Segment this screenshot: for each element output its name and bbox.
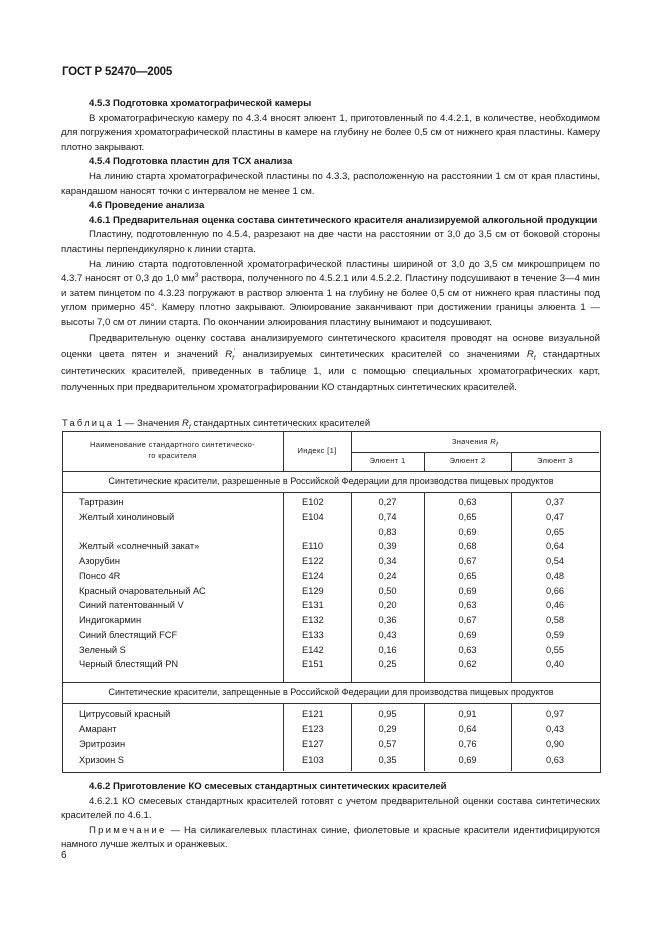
row-rf-eluent-1: 0,36 — [378, 615, 397, 625]
note-text: — На силикагелевых пластинах синие, фиолетовые и красные красители идентифицируются намного лучше желтых и оранжевых. — [61, 824, 600, 851]
note-paragraph — [61, 824, 600, 853]
caption-rf-sub: f — [188, 423, 191, 431]
caption-rf: R — [182, 417, 189, 428]
table-hline-group1 — [62, 492, 600, 493]
header-values-rf: R — [490, 437, 497, 446]
paragraph-4-6-1-a: Пластину, подготовленную по 4.5.4, разрезают на две части на расстоянии от 3,0 до 3,5 см от боковой стороны пластины перпендикулярно к линии старта. — [61, 229, 600, 255]
row-dye-index: Е132 — [302, 615, 324, 625]
row-rf-eluent-1: 0,16 — [378, 644, 397, 655]
row-rf-eluent-1: 0,24 — [378, 570, 397, 581]
row-rf-eluent-1: 0,83 — [378, 526, 397, 537]
heading-4-5-4: 4.5.4 Подготовка пластин для ТСХ анализа — [89, 156, 293, 168]
row-rf-eluent-1: 0,27 — [378, 497, 397, 507]
row-rf-eluent-3: 0,90 — [545, 739, 565, 750]
upper-text-block — [61, 97, 600, 397]
table-hline-subheader — [351, 452, 599, 453]
row-dye-name: Зеленый S — [79, 644, 126, 655]
row-rf-eluent-1: 0,34 — [378, 556, 397, 566]
row-dye-name: Эритрозин — [79, 739, 126, 750]
rf-symbol: R — [225, 349, 233, 361]
row-rf-eluent-3: 0,54 — [545, 556, 565, 566]
table-caption — [62, 417, 371, 431]
row-dye-index: Е122 — [302, 556, 324, 566]
rf-symbol-2: R — [526, 349, 534, 361]
p3-text-a: Предварительную оценку состава анализируемого синтетического красителя проводят на основе визуальной оценки цвета пятен и значений — [61, 332, 600, 361]
row-rf-eluent-2: 0,65 — [458, 511, 477, 522]
row-rf-eluent-3: 0,46 — [545, 600, 565, 611]
row-rf-eluent-2: 0,76 — [458, 739, 477, 750]
table-vline-1-body2 — [283, 703, 284, 771]
row-rf-eluent-2: 0,67 — [458, 556, 477, 566]
row-rf-eluent-1: 0,39 — [378, 541, 397, 552]
row-dye-name: Синий блестящий FCF — [79, 629, 178, 640]
row-rf-eluent-3: 0,66 — [545, 585, 565, 596]
paragraph-4-6-1-c — [61, 331, 600, 397]
row-rf-eluent-3: 0,48 — [545, 570, 565, 581]
row-rf-eluent-3: 0,97 — [545, 709, 565, 719]
table-vline-1-body1 — [283, 492, 284, 682]
row-dye-index: Е110 — [302, 541, 324, 552]
p2-superscript: 3 — [194, 271, 199, 279]
row-dye-name: Тартразин — [79, 497, 124, 507]
rf-prime: ′ — [233, 347, 236, 355]
row-dye-name: Хризоин S — [79, 754, 125, 765]
row-dye-name: Красный очаровательный АС — [79, 585, 206, 596]
lower-text-block — [61, 780, 600, 853]
row-rf-eluent-1: 0,50 — [378, 585, 397, 596]
row-dye-name: Понсо 4R — [79, 570, 121, 581]
header-name-line-1: Наименование стандартного синтетическо- — [89, 440, 256, 449]
rf-subscript-2: f — [533, 355, 536, 362]
row-dye-name: Индигокармин — [79, 615, 142, 625]
row-dye-index: Е103 — [302, 754, 324, 765]
row-dye-index: Е133 — [302, 629, 324, 640]
row-dye-name: Синий патентованный V — [79, 600, 184, 611]
row-dye-index: Е123 — [302, 724, 324, 735]
p3-text-c: стандартных синтетических красителей, приведенных в таблице 1, или с помощью специальных хроматографических карт, полученных при предварительном хроматографировании КО стандартных синтетических красителей. — [61, 349, 601, 394]
row-rf-eluent-1: 0,95 — [378, 709, 397, 719]
row-rf-eluent-3: 0,59 — [545, 629, 565, 640]
paragraph-4-5-3: В хроматографическую камеру по 4.3.4 вносят элюент 1, приготовленный по 4.4.2.1, в количестве, необходимом для погружения хроматографической пластины в камере на глубину не более 0,5 см от нижнего края пластины. Камеру плотно закрывают. — [61, 112, 600, 153]
row-rf-eluent-1: 0,74 — [378, 511, 397, 522]
row-rf-eluent-1: 0,43 — [378, 629, 397, 640]
group-prohibited-heading: Синтетические красители, запрещенные в Российской Федерации для производства пищевых продуктов — [108, 687, 554, 697]
header-name-cell — [62, 440, 283, 461]
row-rf-eluent-3: 0,55 — [545, 644, 565, 655]
heading-4-6: 4.6 Проведение анализа — [89, 200, 205, 212]
paragraph-4-6-1-b — [61, 258, 600, 331]
table-hline-group2-top — [62, 682, 600, 683]
row-rf-eluent-1: 0,35 — [378, 754, 397, 765]
row-rf-eluent-2: 0,67 — [458, 615, 477, 625]
row-rf-eluent-2: 0,63 — [458, 497, 477, 507]
row-rf-eluent-2: 0,69 — [458, 585, 477, 596]
row-rf-eluent-3: 0,43 — [545, 724, 565, 735]
table-hline-header — [62, 471, 600, 472]
row-dye-name: Желтый «солнечный закат» — [79, 541, 200, 552]
row-rf-eluent-2: 0,63 — [458, 644, 477, 655]
header-values-label: Значения — [451, 437, 488, 446]
row-rf-eluent-2: 0,63 — [458, 600, 477, 611]
row-dye-index: Е142 — [302, 644, 324, 655]
row-dye-index: Е102 — [302, 497, 324, 507]
heading-4-5-3: 4.5.3 Подготовка хроматографической камеры — [89, 98, 312, 109]
row-dye-name: Черный блестящий PN — [79, 659, 179, 670]
row-dye-index: Е121 — [302, 709, 324, 719]
header-eluent-1: Элюент 1 — [369, 456, 406, 465]
header-values-rf-sub: f — [496, 441, 499, 449]
row-dye-name: Желтый хинолиновый — [79, 511, 175, 522]
paragraph-4-5-4: На линию старта хроматографической пластины по 4.3.3, расположенную на расстоянии 1 см от края пластины, карандашом наносят точки с интервалом не менее 1 см. — [61, 170, 600, 197]
heading-4-6-2: 4.6.2 Приготовление КО смесевых стандартных синтетических красителей — [89, 781, 447, 792]
row-rf-eluent-2: 0,65 — [458, 570, 477, 581]
row-dye-index: Е124 — [302, 570, 324, 581]
row-rf-eluent-3: 0,65 — [545, 526, 565, 537]
header-index-cell: Индекс [1] — [297, 446, 337, 455]
row-rf-eluent-2: 0,62 — [458, 659, 477, 670]
row-dye-name: Амарант — [79, 724, 117, 735]
row-dye-index: Е127 — [302, 739, 324, 750]
row-rf-eluent-2: 0,69 — [458, 629, 477, 640]
row-rf-eluent-1: 0,57 — [378, 739, 397, 750]
row-rf-eluent-2: 0,91 — [458, 709, 477, 719]
header-values-cell — [351, 437, 599, 448]
rf-subscript: f — [232, 355, 234, 362]
table-hline-group2-bottom — [62, 703, 600, 704]
row-dye-index: Е129 — [302, 585, 324, 596]
row-dye-index: Е151 — [302, 659, 324, 670]
document-code: ГОСТ Р 52470—2005 — [62, 66, 173, 78]
note-word: Примечание — [89, 824, 167, 836]
heading-4-6-1: 4.6.1 Предварительная оценка состава синтетического красителя анализируемой алкогольной продукции — [89, 214, 598, 226]
p3-text-b: анализируемых синтетических красителей со значениями — [235, 349, 527, 361]
header-eluent-2: Элюент 2 — [449, 456, 486, 465]
row-rf-eluent-3: 0,37 — [545, 497, 565, 507]
header-eluent-3: Элюент 3 — [537, 456, 573, 465]
row-rf-eluent-2: 0,68 — [458, 541, 477, 552]
row-rf-eluent-2: 0,64 — [458, 724, 477, 735]
p2-text-a: На линию старта подготовленной хроматографической пластины шириной от 3,0 до 3,5 см микрошприцем по 4.3.7 наносят от 0,3 до 1,0 мм — [61, 258, 600, 285]
row-dye-index: Е104 — [302, 511, 324, 522]
row-dye-name: Азорубин — [79, 556, 121, 566]
page-number: 6 — [61, 850, 67, 861]
paragraph-4-6-2-1: 4.6.2.1 КО смесевых стандартных красителей готовят с учетом предварительной оценки состава синтетических красителей по 4.6.1. — [61, 795, 600, 822]
caption-word: Таблица — [62, 417, 115, 428]
row-rf-eluent-3: 0,64 — [545, 541, 565, 552]
p2-text-b: раствора, полученного по 4.5.2.1 или 4.5.2.2. Пластину подсушивают в течение 3—4 мин и затем пинцетом по 4.3.23 погружают в раствор элюента 1 на глубину не более 0,5 см от нижнего края пластины под углом примерно 45°. Камеру плотно закрывают. Элюирование заканчивают при достижении границы элюента 1 — высоты 7,0 см от линии старта. По окончании элюирования пластину вынимают и подсушивают. — [61, 273, 600, 328]
row-rf-eluent-3: 0,63 — [545, 754, 565, 765]
caption-tail: стандартных синтетических красителей — [190, 417, 371, 428]
row-rf-eluent-1: 0,25 — [378, 659, 397, 670]
row-rf-eluent-2: 0,69 — [458, 526, 477, 537]
header-name-line-2: го красителя — [148, 450, 197, 460]
row-dye-index: Е131 — [302, 600, 324, 611]
row-dye-name: Цитрусовый красный — [79, 709, 171, 719]
group-permitted-heading: Синтетические красители, разрешенные в Российской Федерации для производства пищевых продуктов — [108, 476, 554, 486]
row-rf-eluent-1: 0,20 — [378, 600, 397, 611]
row-rf-eluent-1: 0,29 — [378, 724, 397, 735]
row-rf-eluent-3: 0,47 — [545, 511, 565, 522]
caption-rest: 1 — Значения — [114, 417, 183, 428]
row-rf-eluent-3: 0,58 — [545, 615, 565, 625]
row-rf-eluent-3: 0,40 — [545, 659, 565, 670]
row-rf-eluent-2: 0,69 — [458, 754, 477, 765]
